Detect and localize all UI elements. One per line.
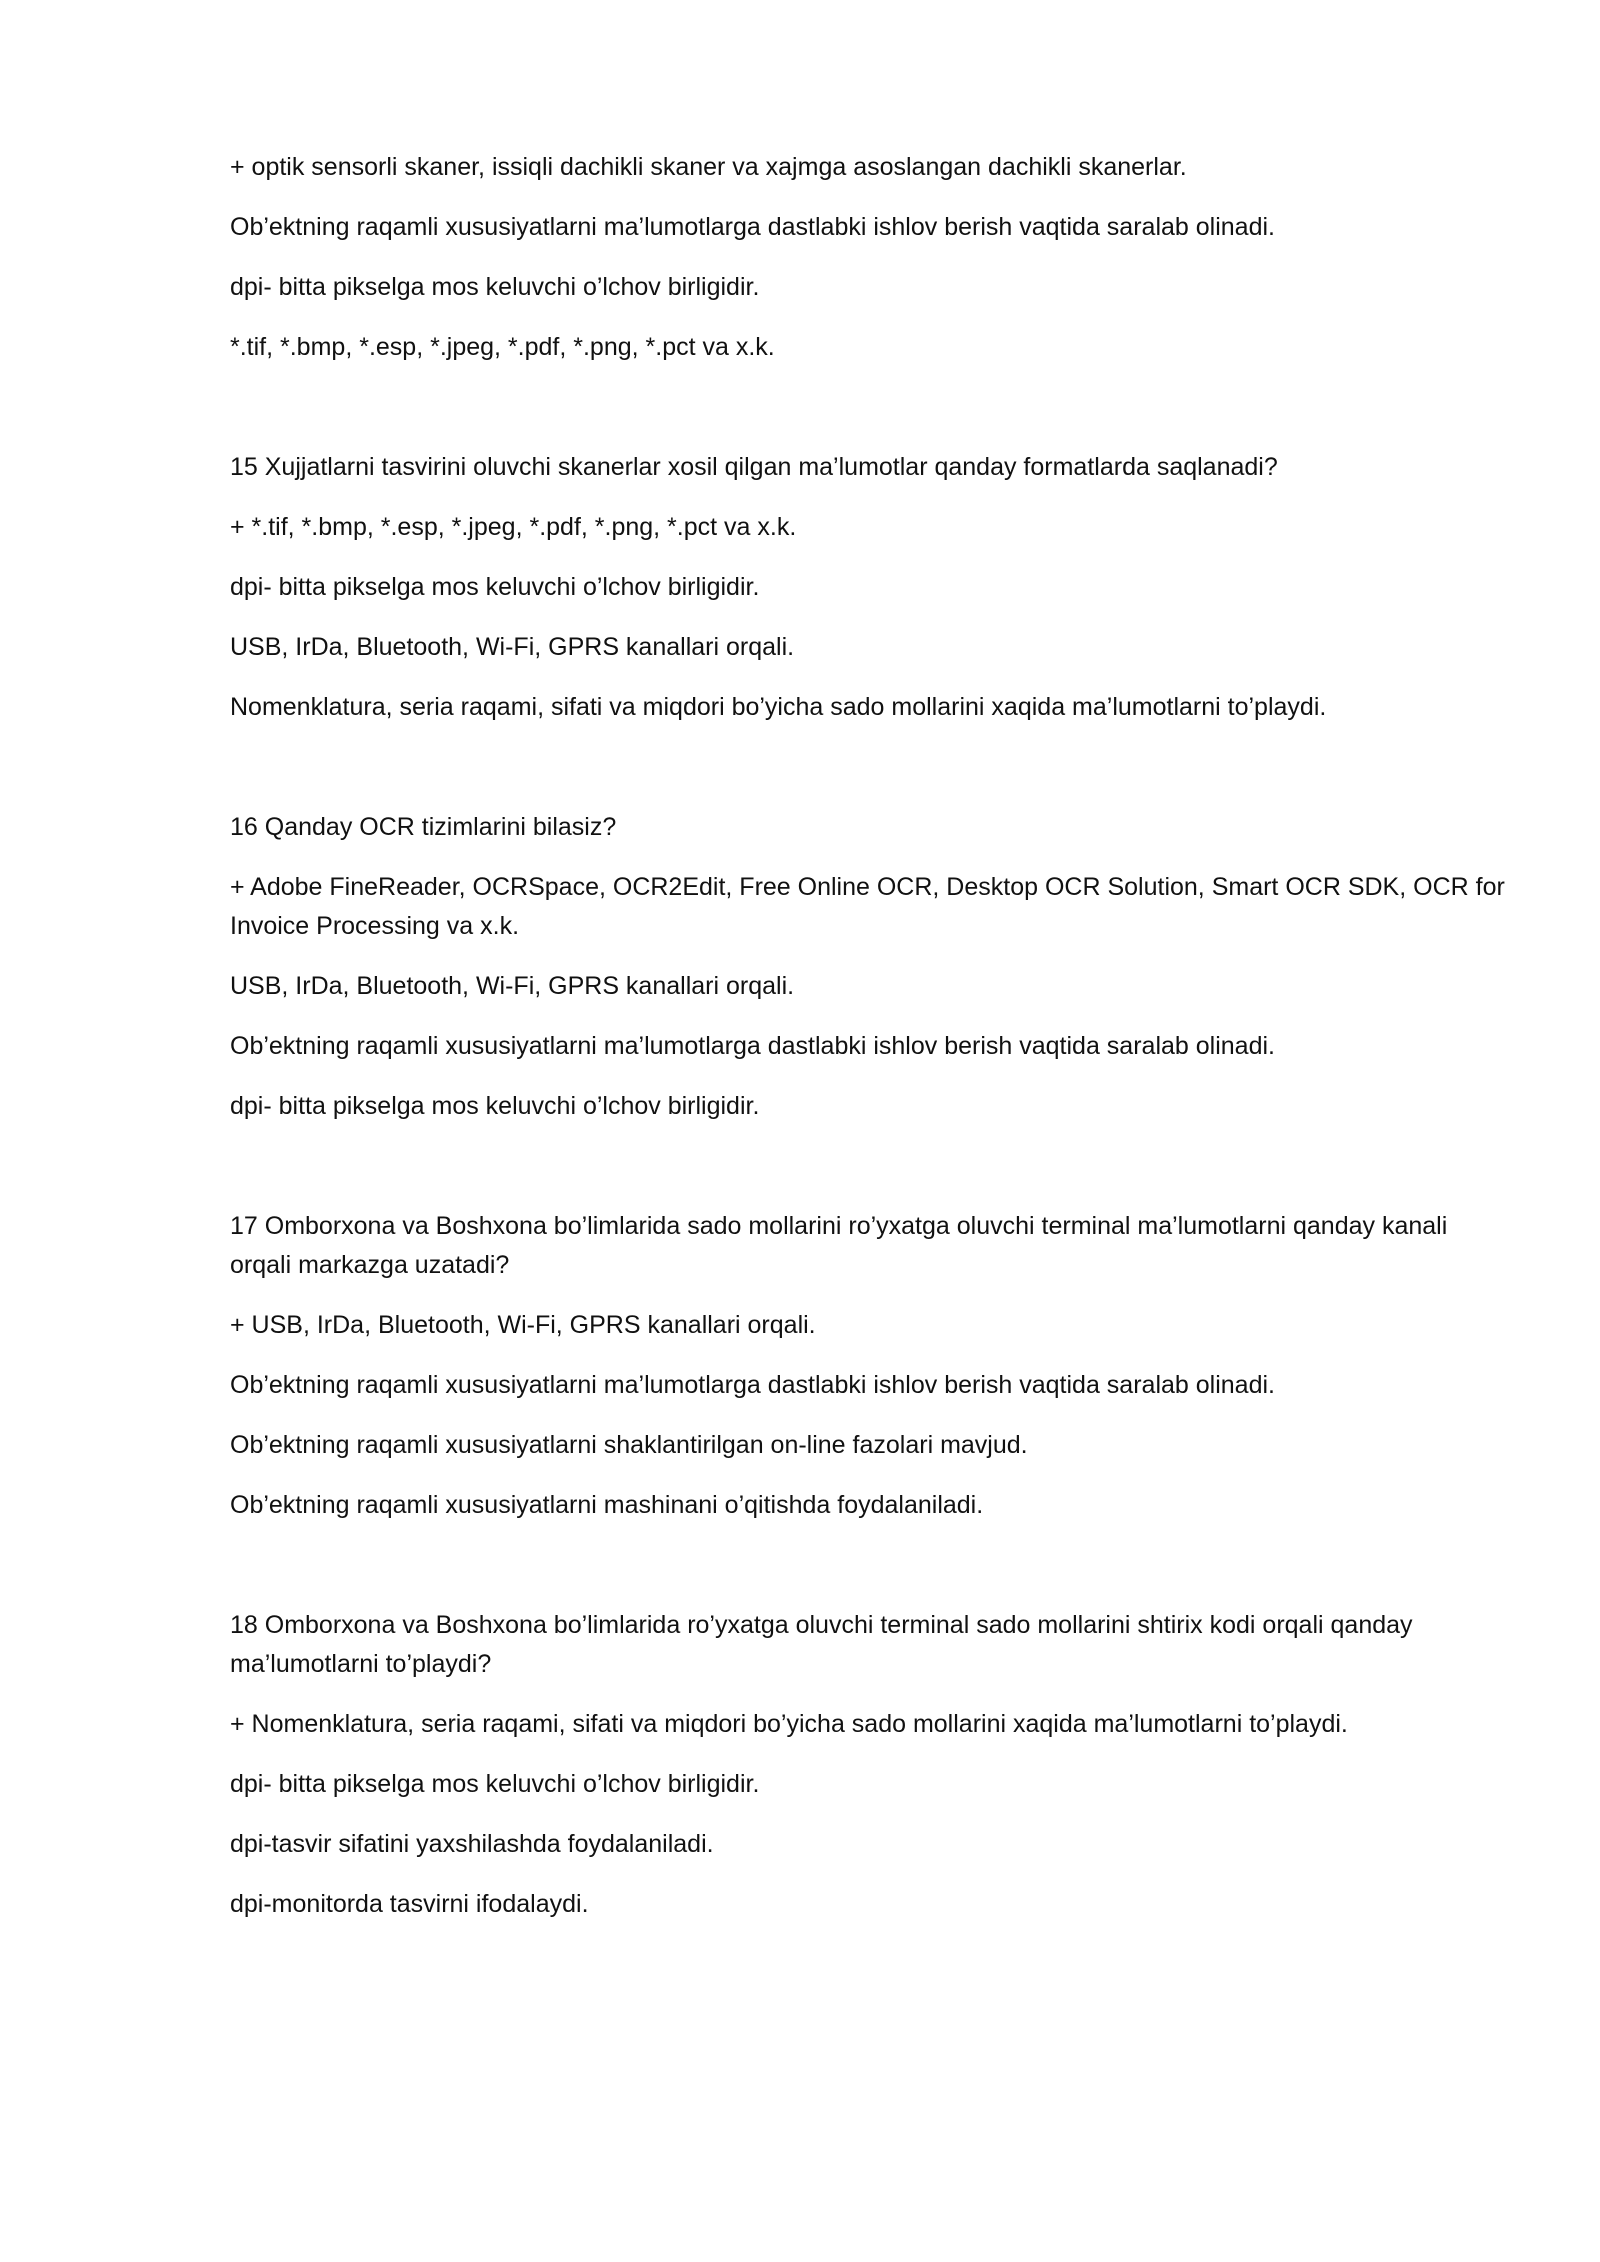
answer-option: Ob’ektning raqamli xususiyatlarni mashinani o’qitishda foydalaniladi. bbox=[230, 1491, 984, 1519]
answer-option: Ob’ektning raqamli xususiyatlarni ma’lumotlarga dastlabki ishlov berish vaqtida saralab olinadi. bbox=[230, 213, 1275, 241]
intro-answer-group bbox=[230, 148, 1510, 367]
question-text: 17 Omborxona va Boshxona bo’limlarida sado mollarini ro’yxatga oluvchi terminal ma’lumotlarni qanday kanali orqali markazga uzatadi? bbox=[230, 1212, 1448, 1279]
answer-option: dpi-monitorda tasvirni ifodalaydi. bbox=[230, 1890, 589, 1918]
answer-option: + optik sensorli skaner, issiqli dachikli skaner va xajmga asoslangan dachikli skanerlar. bbox=[230, 153, 1187, 181]
question-text: 18 Omborxona va Boshxona bo’limlarida ro’yxatga oluvchi terminal sado mollarini shtirix kodi orqali qanday ma’lumotlarni to’playdi? bbox=[230, 1611, 1413, 1678]
question-block-18 bbox=[230, 1606, 1510, 1924]
question-text: 16 Qanday OCR tizimlarini bilasiz? bbox=[230, 813, 617, 841]
answer-option: USB, IrDa, Bluetooth, Wi-Fi, GPRS kanallari orqali. bbox=[230, 972, 795, 1000]
answer-option: dpi-tasvir sifatini yaxshilashda foydalaniladi. bbox=[230, 1830, 714, 1858]
question-block-16 bbox=[230, 808, 1510, 1126]
answer-option: dpi- bitta pikselga mos keluvchi o’lchov birligidir. bbox=[230, 1092, 760, 1120]
document-page bbox=[230, 148, 1510, 1924]
answer-option: + Nomenklatura, seria raqami, sifati va miqdori bo’yicha sado mollarini xaqida ma’lumotlarni to’playdi. bbox=[230, 1710, 1348, 1738]
answer-option: Ob’ektning raqamli xususiyatlarni ma’lumotlarga dastlabki ishlov berish vaqtida saralab olinadi. bbox=[230, 1371, 1275, 1399]
answer-option: Nomenklatura, seria raqami, sifati va miqdori bo’yicha sado mollarini xaqida ma’lumotlarni to’playdi. bbox=[230, 693, 1327, 721]
question-text: 15 Xujjatlarni tasvirini oluvchi skanerlar xosil qilgan ma’lumotlar qanday formatlarda saqlanadi? bbox=[230, 453, 1278, 481]
answer-option: Ob’ektning raqamli xususiyatlarni shaklantirilgan on-line fazolari mavjud. bbox=[230, 1431, 1028, 1459]
answer-option: dpi- bitta pikselga mos keluvchi o’lchov birligidir. bbox=[230, 573, 760, 601]
answer-option: dpi- bitta pikselga mos keluvchi o’lchov birligidir. bbox=[230, 1770, 760, 1798]
answer-option: + *.tif, *.bmp, *.esp, *.jpeg, *.pdf, *.png, *.pct va x.k. bbox=[230, 513, 797, 541]
question-block-15 bbox=[230, 448, 1510, 727]
answer-option: + USB, IrDa, Bluetooth, Wi-Fi, GPRS kanallari orqali. bbox=[230, 1311, 816, 1339]
answer-option: dpi- bitta pikselga mos keluvchi o’lchov birligidir. bbox=[230, 273, 760, 301]
question-block-17 bbox=[230, 1207, 1510, 1525]
answer-option: + Adobe FineReader, OCRSpace, OCR2Edit, Free Online OCR, Desktop OCR Solution, Smart OCR SDK, OCR for Invoice Processing va x.k. bbox=[230, 873, 1505, 940]
answer-option: USB, IrDa, Bluetooth, Wi-Fi, GPRS kanallari orqali. bbox=[230, 633, 795, 661]
answer-option: Ob’ektning raqamli xususiyatlarni ma’lumotlarga dastlabki ishlov berish vaqtida saralab olinadi. bbox=[230, 1032, 1275, 1060]
answer-option: *.tif, *.bmp, *.esp, *.jpeg, *.pdf, *.png, *.pct va x.k. bbox=[230, 333, 775, 361]
